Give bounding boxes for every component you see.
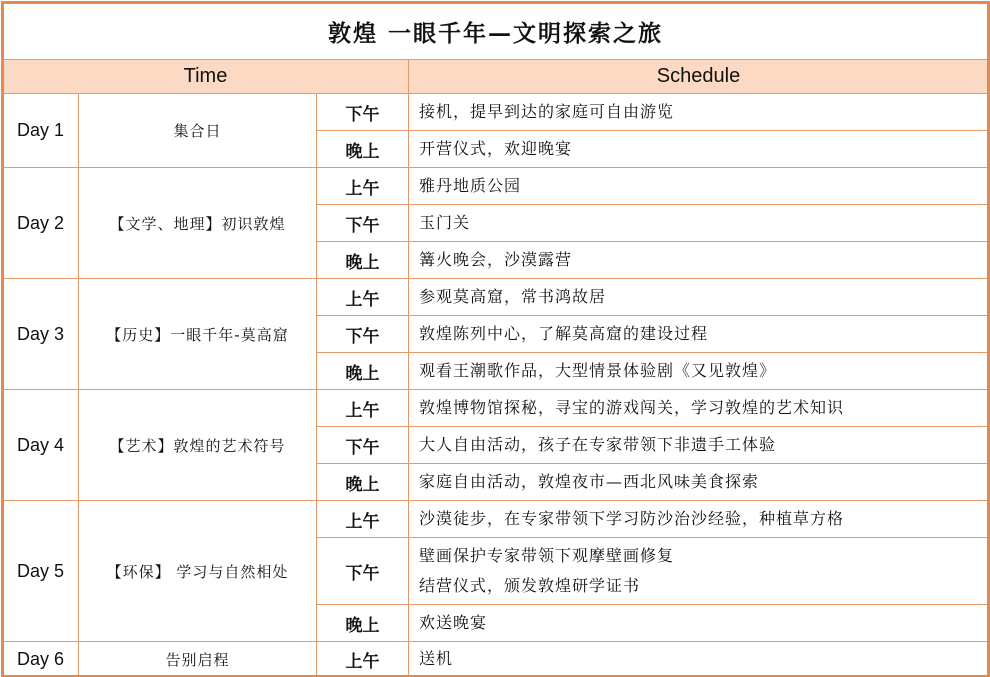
schedule-text: 观看王潮歌作品，大型情景体验剧《又见敦煌》: [419, 361, 777, 380]
schedule-cell: [409, 131, 989, 168]
time-slot: 上午: [317, 279, 409, 316]
table-row: [3, 501, 989, 538]
schedule-text: 大人自由活动，孩子在专家带领下非遗手工体验: [419, 435, 777, 454]
time-slot: 下午: [317, 205, 409, 242]
day-theme: 【艺术】敦煌的艺术符号: [79, 390, 317, 501]
schedule-cell: [409, 205, 989, 242]
time-slot: 上午: [317, 168, 409, 205]
day-theme: 【文学、地理】初识敦煌: [79, 168, 317, 279]
time-slot: 晚上: [317, 242, 409, 279]
header-time: Time: [3, 60, 409, 94]
schedule-cell: [409, 94, 989, 131]
day-label: Day 1: [3, 94, 79, 168]
day-label: Day 3: [3, 279, 79, 390]
table-row: [3, 168, 989, 205]
schedule-text: 送机: [419, 649, 454, 668]
day-theme: 集合日: [79, 94, 317, 168]
schedule-cell: [409, 242, 989, 279]
time-slot: 晚上: [317, 464, 409, 501]
schedule-text: 玉门关: [419, 213, 471, 232]
schedule-text: 敦煌博物馆探秘，寻宝的游戏闯关，学习敦煌的艺术知识: [419, 398, 845, 417]
schedule-text: 参观莫高窟，常书鸿故居: [419, 287, 607, 306]
time-slot: 上午: [317, 642, 409, 677]
schedule-cell: [409, 316, 989, 353]
schedule-text: 篝火晚会，沙漠露营: [419, 250, 573, 269]
time-slot: 上午: [317, 501, 409, 538]
schedule-cell: [409, 464, 989, 501]
time-slot: 晚上: [317, 353, 409, 390]
schedule-text: 壁画保护专家带领下观摩壁画修复: [419, 546, 675, 565]
schedule-cell: [409, 279, 989, 316]
schedule-text: 敦煌陈列中心，了解莫高窟的建设过程: [419, 324, 709, 343]
time-slot: 晚上: [317, 131, 409, 168]
day-theme: 告别启程: [79, 642, 317, 677]
schedule-cell: [409, 538, 989, 605]
schedule-cell: [409, 390, 989, 427]
time-slot: 晚上: [317, 605, 409, 642]
day-label: Day 4: [3, 390, 79, 501]
schedule-cell: [409, 605, 989, 642]
schedule-cell: [409, 168, 989, 205]
table-row: [3, 279, 989, 316]
schedule-cell: [409, 353, 989, 390]
time-slot: 下午: [317, 316, 409, 353]
schedule-text: 接机，提早到达的家庭可自由游览: [419, 102, 675, 121]
table-row: [3, 390, 989, 427]
schedule-text: 结营仪式，颁发敦煌研学证书: [419, 576, 641, 595]
table-row: [3, 94, 989, 131]
header-schedule: Schedule: [409, 60, 989, 94]
time-slot: 上午: [317, 390, 409, 427]
schedule-cell: [409, 427, 989, 464]
schedule-text: 欢送晚宴: [419, 613, 488, 632]
day-theme: 【环保】 学习与自然相处: [79, 501, 317, 642]
day-label: Day 5: [3, 501, 79, 642]
page-title: 敦煌 一眼千年—文明探索之旅: [3, 3, 989, 60]
table-row: [3, 642, 989, 677]
schedule-text: 家庭自由活动，敦煌夜市—西北风味美食探索: [419, 472, 760, 491]
schedule-cell: [409, 501, 989, 538]
time-slot: 下午: [317, 427, 409, 464]
schedule-text: 开营仪式，欢迎晚宴: [419, 139, 573, 158]
itinerary-table: [2, 2, 989, 677]
time-slot: 下午: [317, 538, 409, 605]
schedule-text: 沙漠徒步，在专家带领下学习防沙治沙经验，种植草方格: [419, 509, 845, 528]
schedule-text: 雅丹地质公园: [419, 176, 522, 195]
schedule-cell: [409, 642, 989, 677]
day-theme: 【历史】一眼千年-莫高窟: [79, 279, 317, 390]
day-label: Day 6: [3, 642, 79, 677]
time-slot: 下午: [317, 94, 409, 131]
day-label: Day 2: [3, 168, 79, 279]
